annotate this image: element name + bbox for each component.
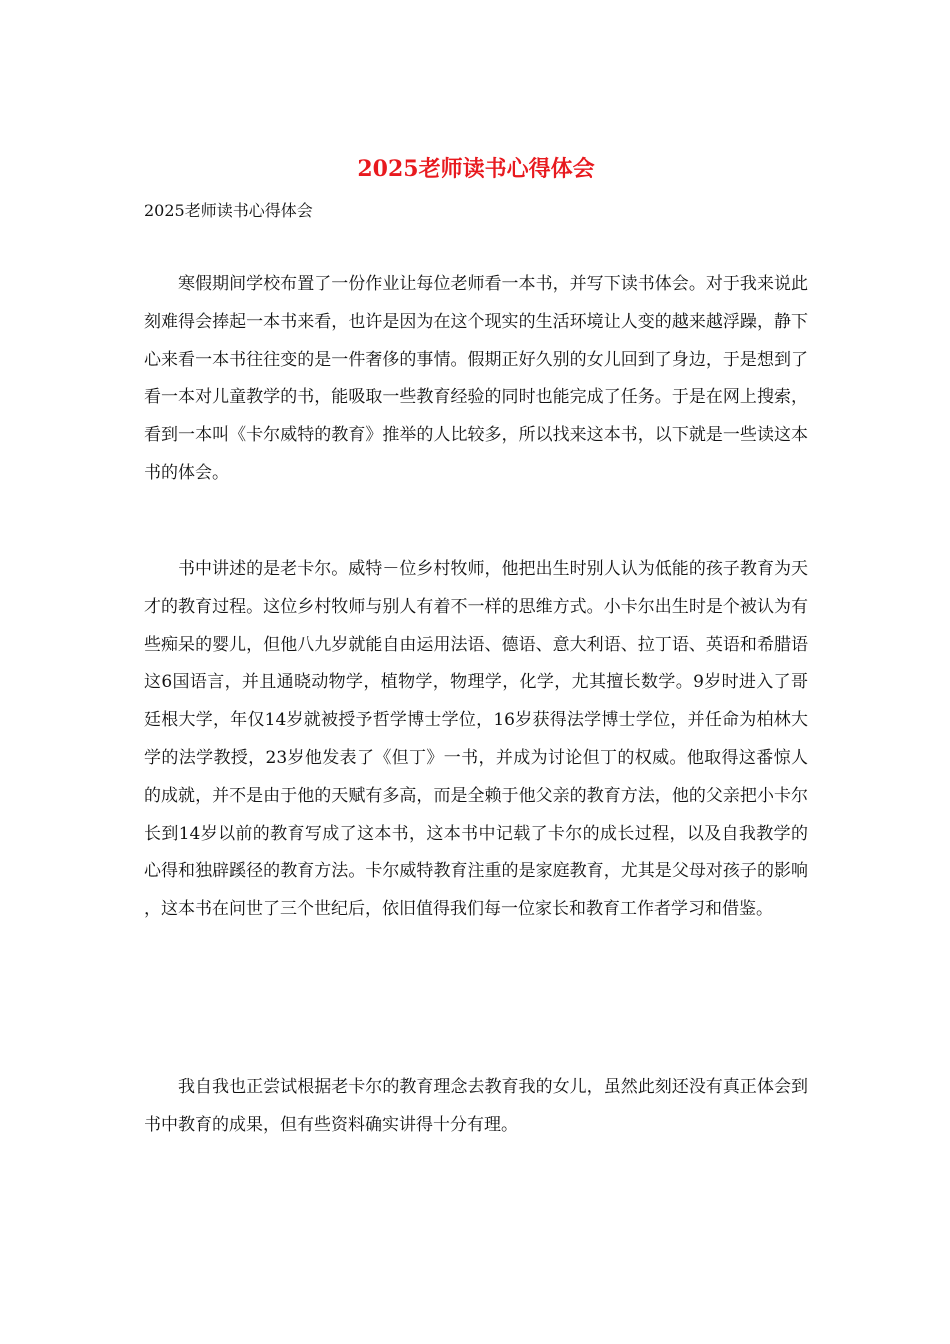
paragraph-1: 寒假期间学校布置了一份作业让每位老师看一本书，并写下读书体会。对于我来说此刻难得会捧起一本书来看，也许是因为在这个现实的生活环境让人变的越来越浮躁，静下心来看一本书往往变的是一件奢侈的事情。假期正好久别的女儿回到了身边，于是想到了看一本对儿童教学的书，能吸取一些教育经验的同时也能完成了任务。于是在网上搜索，看到一本叫《卡尔威特的教育》推举的人比较多，所以找来这本书，以下就是一些读这本书的体会。 bbox=[144, 274, 808, 483]
document-title: 2025老师读书心得体会 bbox=[357, 156, 595, 182]
document-page bbox=[144, 0, 808, 1344]
document-subtitle: 2025老师读书心得体会 bbox=[144, 201, 313, 220]
paragraph-3: 我自我也正尝试根据老卡尔的教育理念去教育我的女儿，虽然此刻还没有真正体会到书中教育的成果，但有些资料确实讲得十分有理。 bbox=[144, 1077, 808, 1135]
paragraph-2: 书中讲述的是老卡尔。威特－位乡村牧师，他把出生时别人认为低能的孩子教育为天才的教育过程。这位乡村牧师与别人有着不一样的思维方式。小卡尔出生时是个被认为有些痴呆的婴儿，但他八九岁就能自由运用法语、德语、意大利语、拉丁语、英语和希腊语这6国语言，并且通晓动物学，植物学，物理学，化学，尤其擅长数学。9岁时进入了哥廷根大学，年仅14岁就被授予哲学博士学位，16岁获得法学博士学位，并任命为柏林大学的法学教授，23岁他发表了《但丁》一书，并成为讨论但丁的权威。他取得这番惊人的成就，并不是由于他的天赋有多高，而是全赖于他父亲的教育方法，他的父亲把小卡尔长到14岁以前的教育写成了这本书，这本书中记载了卡尔的成长过程，以及自我教学的心得和独辟蹊径的教育方法。卡尔威特教育注重的是家庭教育，尤其是父母对孩子的影响，这本书在问世了三个世纪后，依旧值得我们每一位家长和教育工作者学习和借鉴。 bbox=[144, 559, 808, 920]
